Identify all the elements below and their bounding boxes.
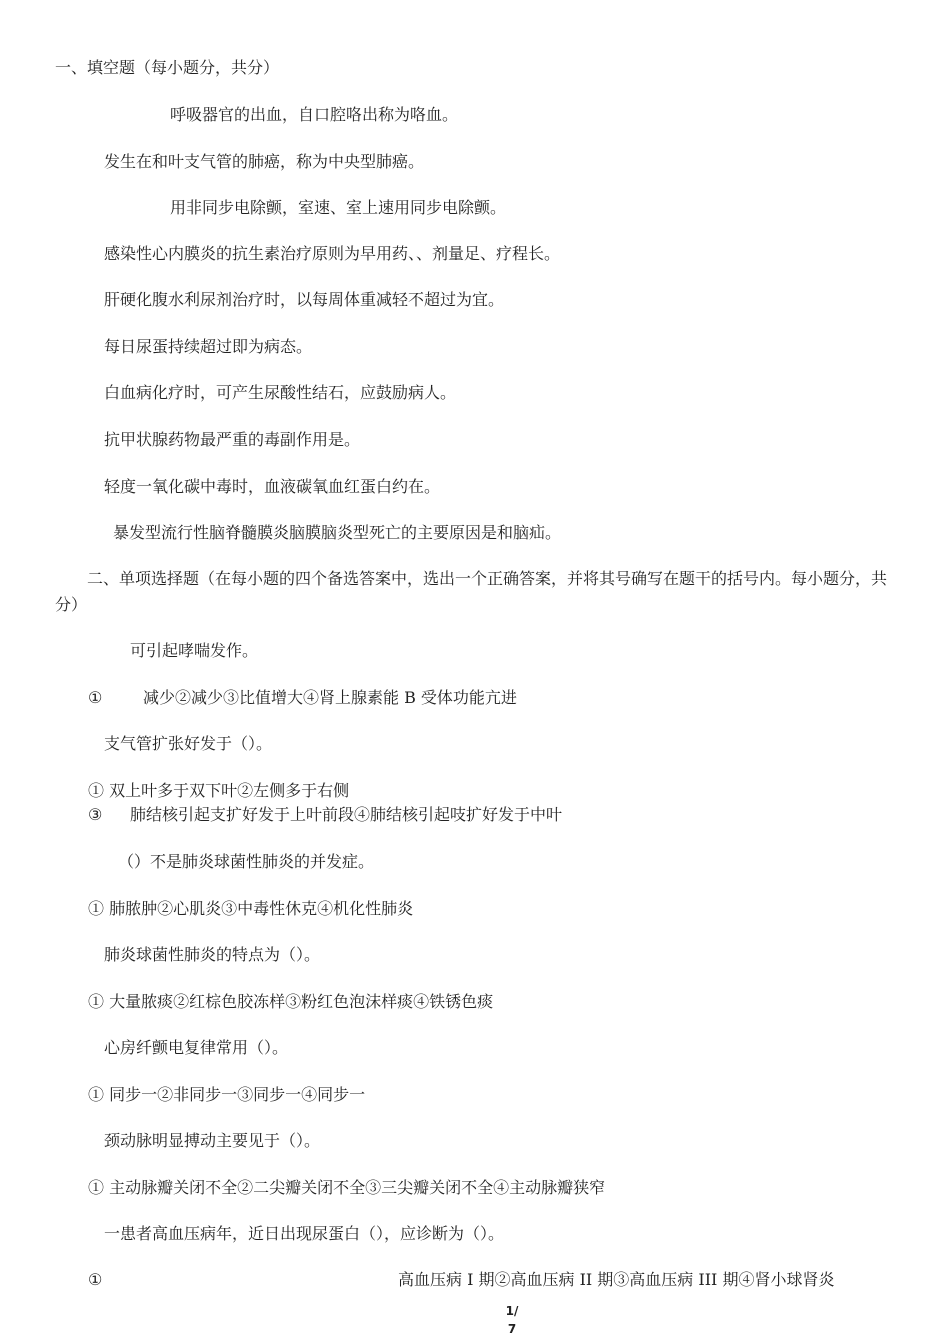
question-6-options: ① 主动脉瓣关闭不全②二尖瓣关闭不全③三尖瓣关闭不全④主动脉瓣狭窄 <box>88 1178 606 1197</box>
question-5-options: ① 同步一②非同步一③同步一④同步一 <box>88 1085 366 1104</box>
question-1-stem: 可引起哮喘发作。 <box>130 641 259 660</box>
fill-blank-item-9: 轻度一氧化碳中毒时，血液碳氧血红蛋白约在。 <box>104 477 441 496</box>
section1-heading: 一、填空题（每小题分，共分） <box>55 58 280 77</box>
fill-blank-item-4: 感染性心内膜炎的抗生素治疗原则为早用药、、剂量足、疗程长。 <box>104 244 561 263</box>
section2-heading: 二、单项选择题（在每小题的四个备选答案中，选出一个正确答案，并将其号确写在题干的括号内。每小题分，共分） <box>55 569 888 614</box>
fill-blank-item-3: 用非同步电除颤，室速、室上速用同步电除颤。 <box>170 198 507 217</box>
fill-blank-item-2: 发生在和叶支气管的肺癌，称为中央型肺癌。 <box>104 152 425 171</box>
question-1-option-mark: ① <box>88 688 103 707</box>
fill-blank-item-7: 白血病化疗时，可产生尿酸性结石，应鼓励病人。 <box>104 383 457 402</box>
question-4-stem: 肺炎球菌性肺炎的特点为（）。 <box>104 945 321 964</box>
question-7-options: 高血压病 I 期②高血压病 II 期③高血压病 III 期④肾小球肾炎 <box>398 1270 835 1289</box>
question-4-options: ① 大量脓痰②红棕色胶冻样③粉红色泡沫样痰④铁锈色痰 <box>88 992 494 1011</box>
fill-blank-item-8: 抗甲状腺药物最严重的毒副作用是。 <box>104 430 361 449</box>
question-1-options: 减少②减少③比值增大④肾上腺素能 B 受体功能亢进 <box>143 688 517 707</box>
fill-blank-item-10: 暴发型流行性脑脊髓膜炎脑膜脑炎型死亡的主要原因是和脑疝。 <box>113 523 562 542</box>
question-7-option-mark: ① <box>88 1270 103 1289</box>
question-6-stem: 颈动脉明显搏动主要见于（）。 <box>104 1131 321 1150</box>
question-3-stem: （）不是肺炎球菌性肺炎的并发症。 <box>118 852 375 871</box>
page-number-top: 1/ <box>505 1304 519 1318</box>
question-2-stem: 支气管扩张好发于（）。 <box>104 734 273 753</box>
question-2-options-line-1: ① 双上叶多于双下叶②左侧多于右侧 <box>88 781 350 800</box>
question-5-stem: 心房纤颤电复律常用（）。 <box>104 1038 289 1057</box>
question-3-options: ① 肺脓肿②心肌炎③中毒性休克④机化性肺炎 <box>88 899 414 918</box>
fill-blank-item-1: 呼吸器官的出血，自口腔咯出称为咯血。 <box>170 105 459 124</box>
page-number-bottom: 7 <box>507 1322 517 1336</box>
fill-blank-item-5: 肝硬化腹水利尿剂治疗时，以每周体重减轻不超过为宜。 <box>104 290 505 309</box>
question-7-stem: 一患者高血压病年，近日出现尿蛋白（），应诊断为（）。 <box>104 1224 505 1243</box>
fill-blank-item-6: 每日尿蛋持续超过即为病态。 <box>104 337 313 356</box>
question-2-option-mark-3: ③ <box>88 805 103 824</box>
question-2-options-line-2: 肺结核引起支扩好发于上叶前段④肺结核引起吱扩好发于中叶 <box>130 805 563 824</box>
